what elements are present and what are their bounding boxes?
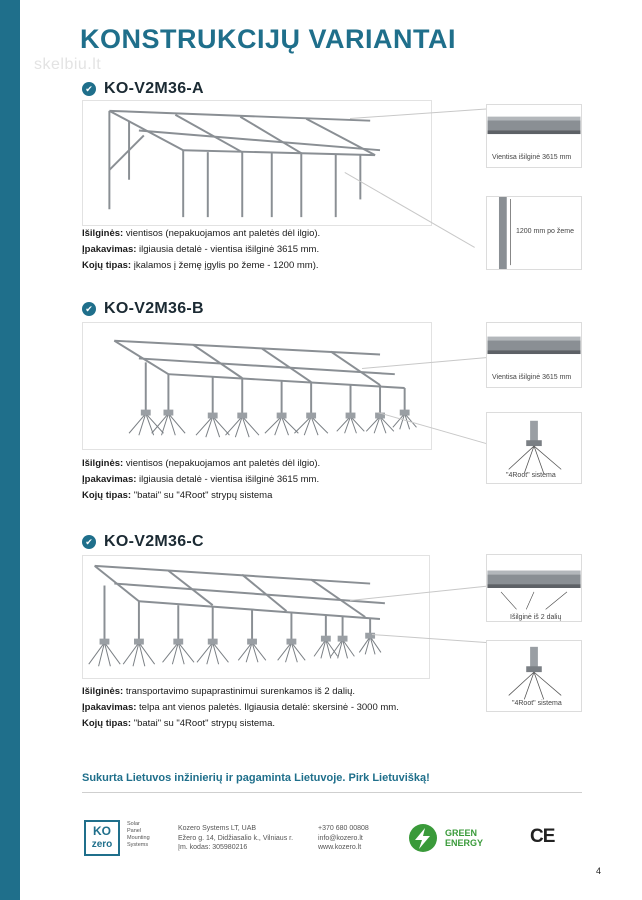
detail-caption: 1200 mm po žeme [516, 228, 574, 235]
detail-split-rail [486, 554, 582, 622]
structure-drawing-c [82, 555, 430, 679]
green-energy-label: GREEN ENERGY [445, 828, 484, 848]
structure-drawing-b [82, 322, 432, 450]
phone: +370 680 00808 [318, 825, 369, 832]
check-icon: ✔ [82, 535, 96, 549]
spec-list [82, 226, 320, 274]
slogan: Sukurta Lietuvos inžinierių ir pagaminta Lietuvoje. Pirk Lietuvišką! [82, 772, 430, 784]
detail-caption: "4Root" sistema [512, 700, 562, 707]
page-number: 4 [596, 866, 602, 876]
detail-caption: Išilginė iš 2 dalių [510, 614, 562, 621]
company-info: Kozero Systems LT, UAB Ežero g. 14, Didžiasalio k., Vilniaus r. Įm. kodas: 305980216 [178, 825, 294, 851]
check-icon: ✔ [82, 302, 96, 316]
spec-line: Kojų tipas: "batai" su "4Root" strypų sistema. [82, 718, 276, 729]
detail-caption: "4Root" sistema [506, 472, 556, 479]
section-title: KO-V2M36-B [104, 300, 204, 317]
spec-line: Kojų tipas: "batai" su "4Root" strypų sistema [82, 490, 273, 501]
left-accent-bar [0, 0, 20, 900]
section-title: KO-V2M36-C [104, 533, 204, 550]
section-header [82, 533, 204, 551]
section-header [82, 80, 204, 98]
spec-line: Įpakavimas: ilgiausia detalė - vientisa išilginė 3615 mm. [82, 474, 320, 485]
spec-line: Išilginės: transportavimo supaprastinimui surenkamos iš 2 dalių. [82, 686, 355, 697]
spec-line: Išilginės: vientisos (nepakuojamos ant paletės dėl ilgio). [82, 458, 321, 469]
spec-list [82, 456, 320, 504]
spec-line: Išilginės: vientisos (nepakuojamos ant paletės dėl ilgio). [82, 228, 321, 239]
section-header [82, 300, 204, 318]
spec-list [82, 684, 399, 732]
page-title: KONSTRUKCIJŲ VARIANTAI [80, 24, 457, 54]
kozero-logo: KO zero [84, 820, 120, 856]
spec-line: Įpakavimas: ilgiausia detalė - vientisa išilginė 3615 mm. [82, 244, 320, 255]
spec-line: Įpakavimas: telpa ant vienos paletės. Ilgiausia detalė: skersinė - 3000 mm. [82, 702, 399, 713]
watermark: skelbiu.lt [34, 56, 102, 73]
spec-line: Kojų tipas: įkalamos į žemę įgylis po žeme - 1200 mm). [82, 260, 319, 271]
structure-drawing-a [82, 100, 432, 226]
contact-info [318, 824, 369, 853]
logo-description: Solar Panel Mounting Systems [127, 821, 150, 848]
section-title: KO-V2M36-A [104, 80, 204, 97]
email-link: info@kozero.lt [318, 834, 363, 842]
divider [82, 792, 582, 793]
website-link: www.kozero.lt [318, 844, 362, 851]
detail-caption: Vientisa išilginė 3615 mm [492, 154, 572, 161]
ce-mark: CE [530, 826, 555, 847]
detail-caption: Vientisa išilginė 3615 mm [492, 374, 572, 381]
check-icon: ✔ [82, 82, 96, 96]
